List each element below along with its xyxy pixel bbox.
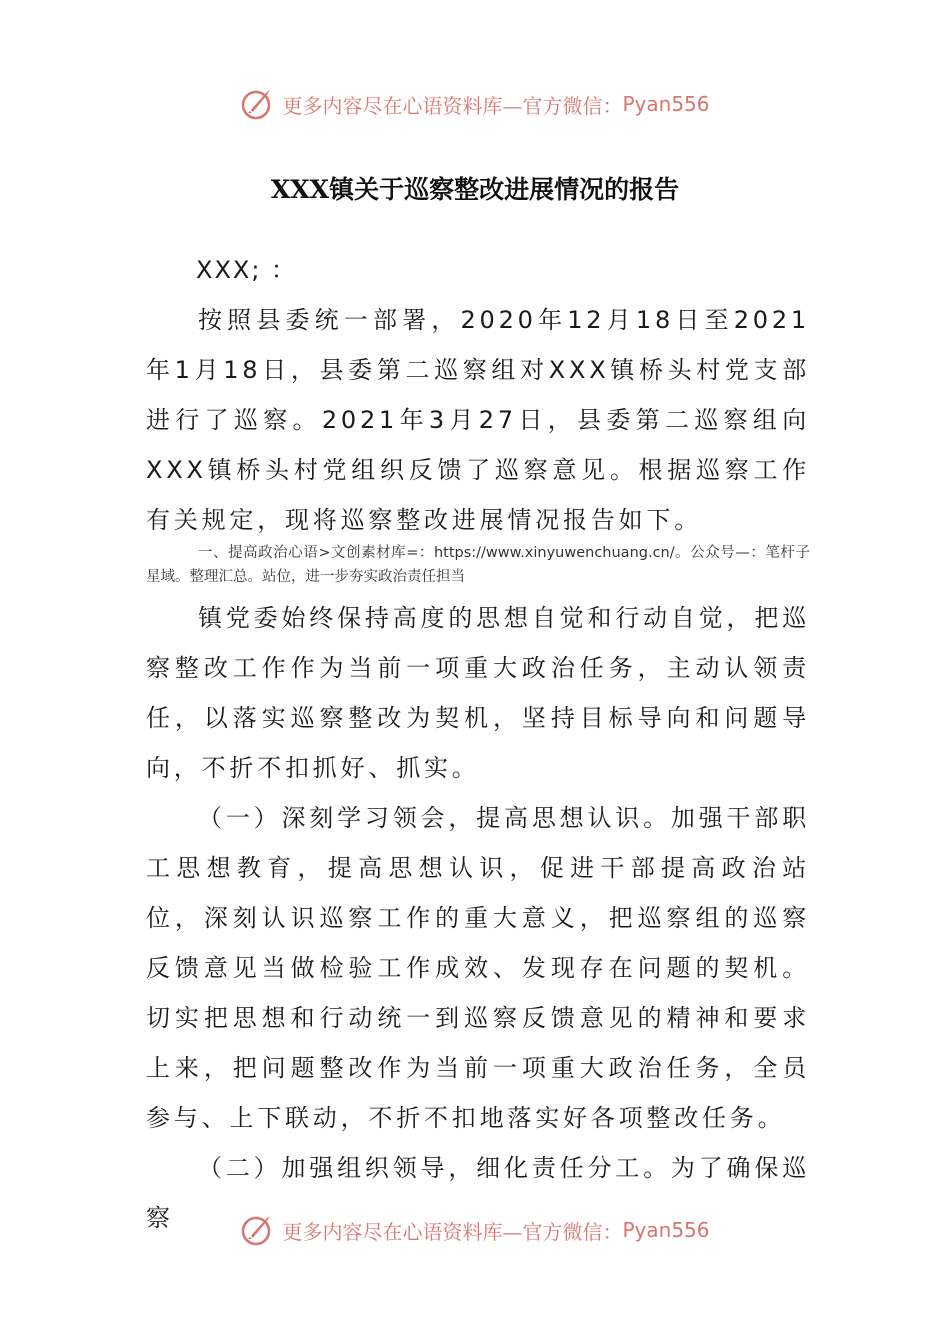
quill-logo-icon [240,86,276,122]
quill-logo-icon [240,1212,276,1248]
footer-banner-text: 更多内容尽在心语资料库—官方微信： [282,1219,623,1244]
paragraph-party-committee: 镇党委始终保持高度的思想自觉和行动自觉，把巡察整改工作作为当前一项重大政治任务，主动认领责任，以落实巡察整改为契机，坚持目标导向和问题导向，不折不扣抓好、抓实。 [146,604,810,782]
paragraph-organization-leadership: （二）加强组织领导，细化责任分工。为了确保巡察 [146,1154,810,1232]
header-watermark-banner [0,82,950,126]
footer-watermark-banner [0,1208,950,1252]
section-heading-note: 一、提高政治心语>文创素材库=：https://www.xinyuwenchuang.cn/。公众号—：笔杆子星域。整理汇总。站位，进一步夯实政治责任担当 [146,545,810,585]
salutation: XXX; ： [196,256,298,284]
paragraph-intro: 按照县委统一部署，2020年12月18日至2021年1月18日，县委第二巡察组对XXX镇桥头村党支部进行了巡察。2021年3月27日，县委第二巡察组向XXX镇桥头村党组织反馈了巡察意见。根据巡察工作有关规定，现将巡察整改进展情况报告如下。 [146,306,810,534]
header-banner-wechat-id: Pyan556 [622,92,710,116]
document-title: XXX镇关于巡察整改进展情况的报告 [270,175,680,204]
paragraph-study-understanding: （一）深刻学习领会，提高思想认识。加强干部职工思想教育，提高思想认识，促进干部提高政治站位，深刻认识巡察工作的重大意义，把巡察组的巡察反馈意见当做检验工作成效、发现存在问题的契机。切实把思想和行动统一到巡察反馈意见的精神和要求上来，把问题整改作为当前一项重大政治任务，全员参与、上下联动，不折不扣地落实好各项整改任务。 [146,804,810,1132]
header-banner-text: 更多内容尽在心语资料库—官方微信： [282,93,623,118]
footer-banner-wechat-id: Pyan556 [622,1218,710,1242]
